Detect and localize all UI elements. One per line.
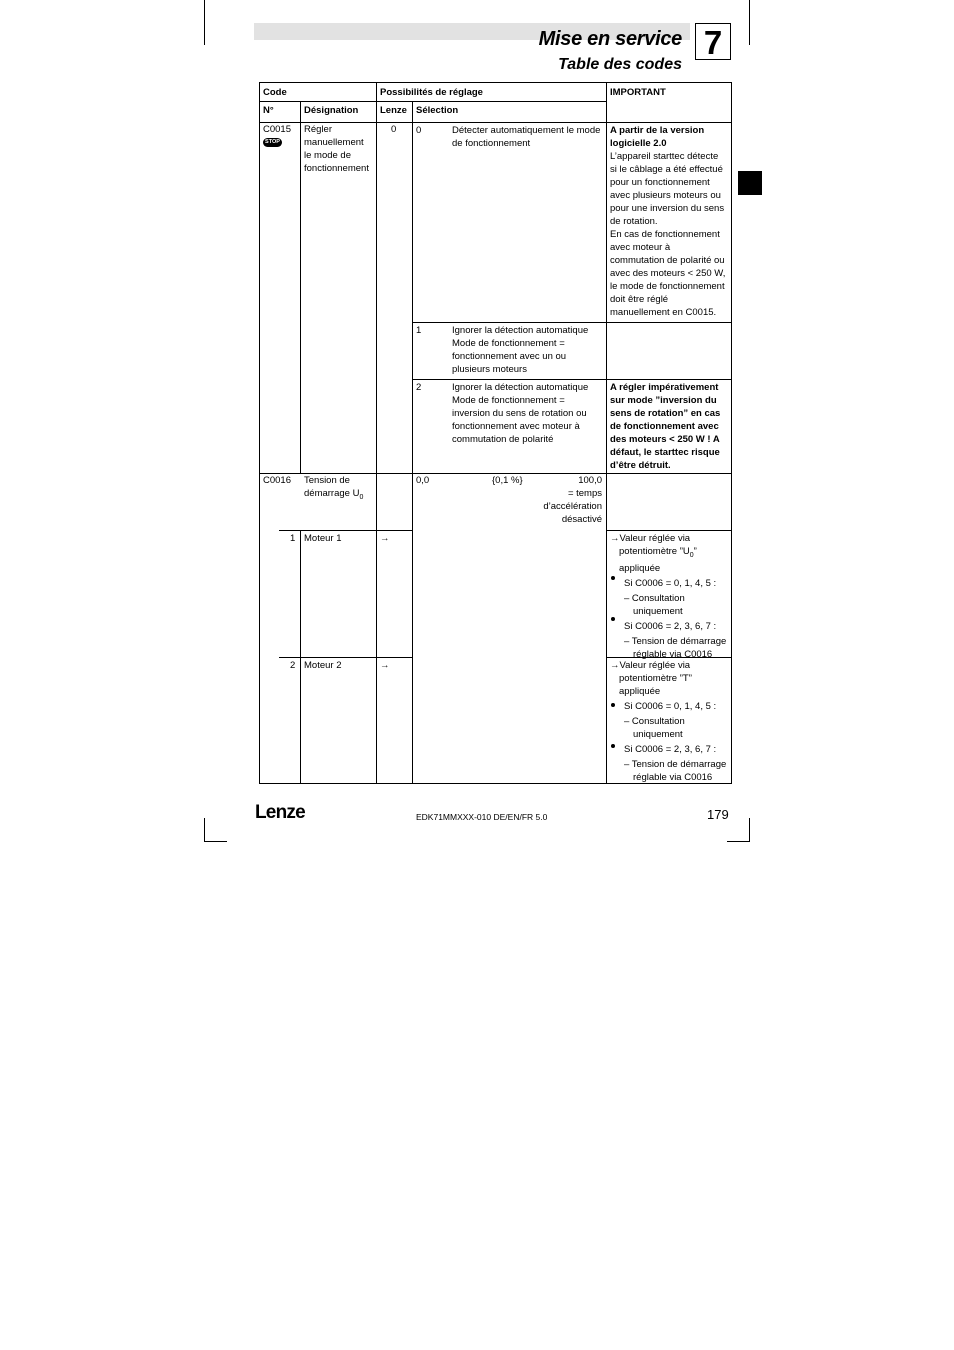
option-text: Ignorer la détection automatique Mode de fonctionnement = inversion du sens de rotation ou fonctionnement avec moteur à commutation de polarité (452, 382, 589, 445)
sub-name: Moteur 2 (304, 660, 342, 671)
important-note-motor-1: →Valeur réglée via potentiomètre $”U_0$” appliquée Si C0006 = 0, 1, 4, 5 : – Consultation uniquement Si C0006 = 2, 3, 6, 7 : – Tension de démarrage réglable via C0016 (610, 533, 727, 660)
code-c0015: C0015 (263, 124, 291, 135)
lenze-default-c0015: 0 (391, 124, 397, 135)
header-selection: Sélection (416, 105, 459, 116)
header-no: N° (263, 105, 274, 116)
header-code: Code (263, 87, 287, 98)
bullet-icon (611, 703, 615, 707)
header-possibilities: Possibilités de réglage (380, 87, 483, 98)
lenze-logo: Lenze (255, 802, 305, 823)
sub-name: Moteur 1 (304, 533, 342, 544)
arrow-right-icon: → (380, 660, 390, 671)
crop-mark (749, 818, 750, 842)
sub-number: 2 (290, 660, 296, 671)
option-number: 2 (416, 382, 422, 393)
important-note-c0015: A partir de la version logicielle 2.0 L’appareil starttec détecte si le câblage a été effectué pour un fonctionnement avec plusieurs moteurs ou pour une inversion du sens de rotation. En cas de fonctionnement avec moteur à commutation de polarité ou avec des moteurs < 250 W, le mode de fonctionnement doit être réglé manuellement en C0015. (610, 125, 726, 318)
page-title: Mise en service (538, 28, 682, 50)
option-number: 1 (416, 325, 422, 336)
document-reference: EDK71MMXXX-010 DE/EN/FR 5.0 (416, 812, 548, 822)
page-subtitle: Table des codes (558, 56, 682, 73)
chapter-tab-marker (738, 171, 762, 195)
sub-number: 1 (290, 533, 296, 544)
range-min: 0,0 (416, 475, 430, 486)
header-important: IMPORTANT (610, 87, 666, 98)
range-max: 100,0 = temps d’accélération désactivé (543, 475, 602, 525)
header-designation: Désignation (304, 105, 359, 116)
bullet-icon (611, 576, 615, 580)
option-text: Ignorer la détection automatique Mode de fonctionnement = fonctionnement avec un ou plusieurs moteurs (452, 325, 589, 375)
important-note-motor-2: →Valeur réglée via potentiomètre ”T” appliquée Si C0006 = 0, 1, 4, 5 : – Consultation uniquement Si C0006 = 2, 3, 6, 7 : – Tension de démarrage réglable via C0016 (610, 660, 727, 783)
crop-mark (204, 0, 205, 45)
option-number: 0 (416, 125, 422, 136)
bullet-icon (611, 617, 615, 621)
header-lenze: Lenze (380, 105, 407, 116)
crop-mark (204, 818, 205, 842)
chapter-number: 7 (695, 23, 731, 60)
arrow-right-icon: → (380, 533, 390, 544)
option-text: Détecter automatiquement le mode de fonctionnement (452, 125, 601, 149)
designation-c0016: Tension de démarrage $U_0$ (304, 475, 364, 501)
crop-mark (727, 841, 750, 842)
range-step: {0,1 %} (492, 475, 523, 486)
stop-icon: STOP (263, 138, 282, 147)
code-c0016: C0016 (263, 475, 291, 486)
crop-mark (749, 0, 750, 45)
bullet-icon (611, 744, 615, 748)
designation-c0015: Régler manuellement le mode de fonctionnement (304, 124, 369, 174)
warning-note-c0015: A régler impérativement sur mode ”inversion du sens de rotation” en cas de fonctionnement avec des moteurs < 250 W ! A défaut, le starttec risque d’être détruit. (610, 382, 721, 471)
page-number: 179 (707, 807, 729, 822)
crop-mark (204, 841, 227, 842)
